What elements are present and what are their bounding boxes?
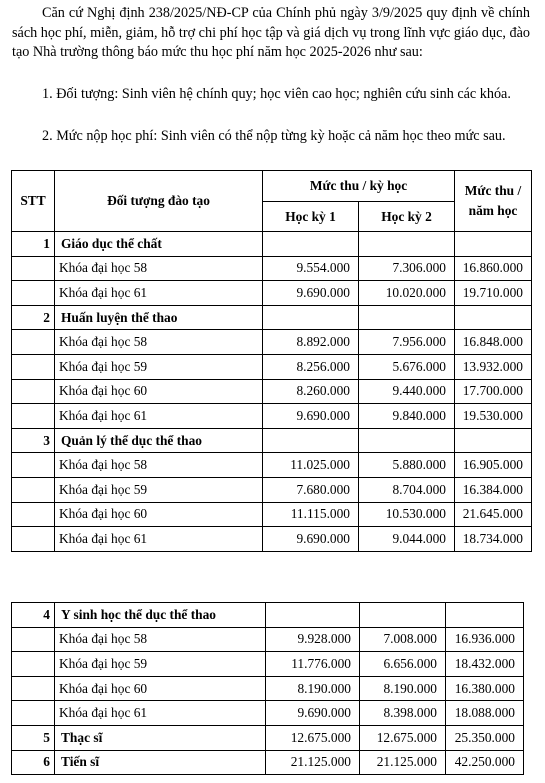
header-fee-per-term: Mức thu / kỳ học	[263, 171, 455, 202]
header-subject: Đối tượng đào tạo	[55, 171, 263, 232]
stt-cell	[12, 379, 55, 404]
term-2-fee-cell: 7.306.000	[359, 256, 455, 281]
intro-paragraph-1: Căn cứ Nghị định 238/2025/NĐ-CP của Chính phủ ngày 3/9/2025 quy định về chính sách học phí, miễn, giảm, hỗ trợ chi phí học tập và giá dịch vụ trong lĩnh vực giáo dục, đào tạo Nhà trường thông báo mức thu học phí năm học 2025-2026 như sau:	[12, 5, 530, 61]
term-2-fee-cell: 9.440.000	[359, 379, 455, 404]
header-fee-per-year	[455, 171, 532, 232]
table-row	[12, 330, 532, 355]
table-row	[12, 379, 532, 404]
empty-cell	[266, 603, 360, 628]
term-2-fee-cell: 21.125.000	[360, 750, 446, 775]
term-2-fee-cell: 9.840.000	[359, 404, 455, 429]
program-name-cell: Tiến sĩ	[55, 750, 266, 775]
stt-cell: 4	[12, 603, 55, 628]
stt-cell	[12, 330, 55, 355]
stt-cell: 5	[12, 725, 55, 750]
header-fee-per-year-line1: Mức thu /	[464, 183, 522, 198]
empty-cell	[359, 428, 455, 453]
group-name-cell: Huấn luyện thể thao	[55, 305, 263, 330]
term-2-fee-cell: 10.020.000	[359, 281, 455, 306]
term-2-fee-cell: 7.956.000	[359, 330, 455, 355]
table-row	[12, 652, 524, 677]
header-stt: STT	[12, 171, 55, 232]
empty-cell	[263, 305, 359, 330]
stt-cell	[12, 627, 55, 652]
term-1-fee-cell: 9.690.000	[263, 281, 359, 306]
cohort-name-cell: Khóa đại học 59	[55, 477, 263, 502]
term-2-fee-cell: 9.044.000	[359, 527, 455, 552]
year-fee-cell: 16.380.000	[446, 676, 524, 701]
empty-cell	[455, 305, 532, 330]
empty-cell	[446, 603, 524, 628]
stt-cell	[12, 404, 55, 429]
term-2-fee-cell: 5.676.000	[359, 354, 455, 379]
cohort-name-cell: Khóa đại học 60	[55, 379, 263, 404]
cohort-name-cell: Khóa đại học 58	[55, 330, 263, 355]
stt-cell	[12, 652, 55, 677]
cohort-name-cell: Khóa đại học 60	[55, 502, 263, 527]
term-1-fee-cell: 8.260.000	[263, 379, 359, 404]
stt-cell: 3	[12, 428, 55, 453]
term-1-fee-cell: 7.680.000	[263, 477, 359, 502]
table-row	[12, 725, 524, 750]
stt-cell	[12, 701, 55, 726]
cohort-name-cell: Khóa đại học 58	[55, 627, 266, 652]
table-row	[12, 453, 532, 478]
term-2-fee-cell: 7.008.000	[360, 627, 446, 652]
group-name-cell: Giáo dục thể chất	[55, 232, 263, 257]
group-row	[12, 428, 532, 453]
table-row	[12, 676, 524, 701]
year-fee-cell: 16.860.000	[455, 256, 532, 281]
empty-cell	[455, 232, 532, 257]
stt-cell: 6	[12, 750, 55, 775]
intro-paragraph-3: 2. Mức nộp học phí: Sinh viên có thể nộp từng kỳ hoặc cả năm học theo mức sau.	[42, 128, 506, 144]
year-fee-cell: 18.432.000	[446, 652, 524, 677]
term-1-fee-cell: 9.690.000	[263, 527, 359, 552]
table-row	[12, 477, 532, 502]
stt-cell	[12, 477, 55, 502]
table-row	[12, 256, 532, 281]
year-fee-cell: 19.710.000	[455, 281, 532, 306]
group-row	[12, 305, 532, 330]
year-fee-cell: 18.088.000	[446, 701, 524, 726]
cohort-name-cell: Khóa đại học 58	[55, 256, 263, 281]
cohort-name-cell: Khóa đại học 60	[55, 676, 266, 701]
term-1-fee-cell: 8.892.000	[263, 330, 359, 355]
term-1-fee-cell: 8.256.000	[263, 354, 359, 379]
program-name-cell: Thạc sĩ	[55, 725, 266, 750]
term-2-fee-cell: 8.190.000	[360, 676, 446, 701]
term-2-fee-cell: 6.656.000	[360, 652, 446, 677]
table-row	[12, 281, 532, 306]
term-1-fee-cell: 9.690.000	[263, 404, 359, 429]
year-fee-cell: 17.700.000	[455, 379, 532, 404]
fee-table	[11, 170, 532, 552]
table-row	[12, 404, 532, 429]
header-term-2: Học kỳ 2	[359, 202, 455, 232]
group-name-cell: Y sinh học thể dục thể thao	[55, 603, 266, 628]
cohort-name-cell: Khóa đại học 61	[55, 404, 263, 429]
table-row	[12, 701, 524, 726]
cohort-name-cell: Khóa đại học 59	[55, 354, 263, 379]
cohort-name-cell: Khóa đại học 61	[55, 281, 263, 306]
term-1-fee-cell: 11.025.000	[263, 453, 359, 478]
group-row	[12, 232, 532, 257]
empty-cell	[263, 232, 359, 257]
term-1-fee-cell: 9.928.000	[266, 627, 360, 652]
fee-table-continued-body	[12, 603, 524, 775]
empty-cell	[359, 232, 455, 257]
stt-cell	[12, 281, 55, 306]
year-fee-cell: 42.250.000	[446, 750, 524, 775]
stt-cell	[12, 453, 55, 478]
term-1-fee-cell: 21.125.000	[266, 750, 360, 775]
year-fee-cell: 18.734.000	[455, 527, 532, 552]
cohort-name-cell: Khóa đại học 59	[55, 652, 266, 677]
cohort-name-cell: Khóa đại học 61	[55, 701, 266, 726]
stt-cell	[12, 676, 55, 701]
empty-cell	[263, 428, 359, 453]
term-1-fee-cell: 12.675.000	[266, 725, 360, 750]
term-1-fee-cell: 9.690.000	[266, 701, 360, 726]
term-2-fee-cell: 10.530.000	[359, 502, 455, 527]
table-row	[12, 354, 532, 379]
intro-paragraph-2: 1. Đối tượng: Sinh viên hệ chính quy; học viên cao học; nghiên cứu sinh các khóa.	[42, 86, 511, 102]
table-row	[12, 750, 524, 775]
term-2-fee-cell: 12.675.000	[360, 725, 446, 750]
year-fee-cell: 16.936.000	[446, 627, 524, 652]
stt-cell	[12, 502, 55, 527]
term-1-fee-cell: 11.115.000	[263, 502, 359, 527]
empty-cell	[455, 428, 532, 453]
term-2-fee-cell: 8.398.000	[360, 701, 446, 726]
stt-cell	[12, 354, 55, 379]
group-name-cell: Quản lý thể dục thể thao	[55, 428, 263, 453]
year-fee-cell: 25.350.000	[446, 725, 524, 750]
year-fee-cell: 13.932.000	[455, 354, 532, 379]
term-1-fee-cell: 11.776.000	[266, 652, 360, 677]
stt-cell	[12, 527, 55, 552]
stt-cell: 1	[12, 232, 55, 257]
header-term-1: Học kỳ 1	[263, 202, 359, 232]
cohort-name-cell: Khóa đại học 61	[55, 527, 263, 552]
year-fee-cell: 19.530.000	[455, 404, 532, 429]
year-fee-cell: 16.905.000	[455, 453, 532, 478]
table-row	[12, 502, 532, 527]
year-fee-cell: 16.848.000	[455, 330, 532, 355]
year-fee-cell: 21.645.000	[455, 502, 532, 527]
cohort-name-cell: Khóa đại học 58	[55, 453, 263, 478]
term-1-fee-cell: 8.190.000	[266, 676, 360, 701]
empty-cell	[360, 603, 446, 628]
fee-table-continued	[11, 602, 524, 775]
group-row	[12, 603, 524, 628]
year-fee-cell: 16.384.000	[455, 477, 532, 502]
stt-cell: 2	[12, 305, 55, 330]
empty-cell	[359, 305, 455, 330]
table-row	[12, 527, 532, 552]
header-fee-per-year-line2: năm học	[468, 203, 518, 218]
stt-cell	[12, 256, 55, 281]
term-2-fee-cell: 5.880.000	[359, 453, 455, 478]
fee-table-body	[12, 232, 532, 552]
term-2-fee-cell: 8.704.000	[359, 477, 455, 502]
term-1-fee-cell: 9.554.000	[263, 256, 359, 281]
table-row	[12, 627, 524, 652]
